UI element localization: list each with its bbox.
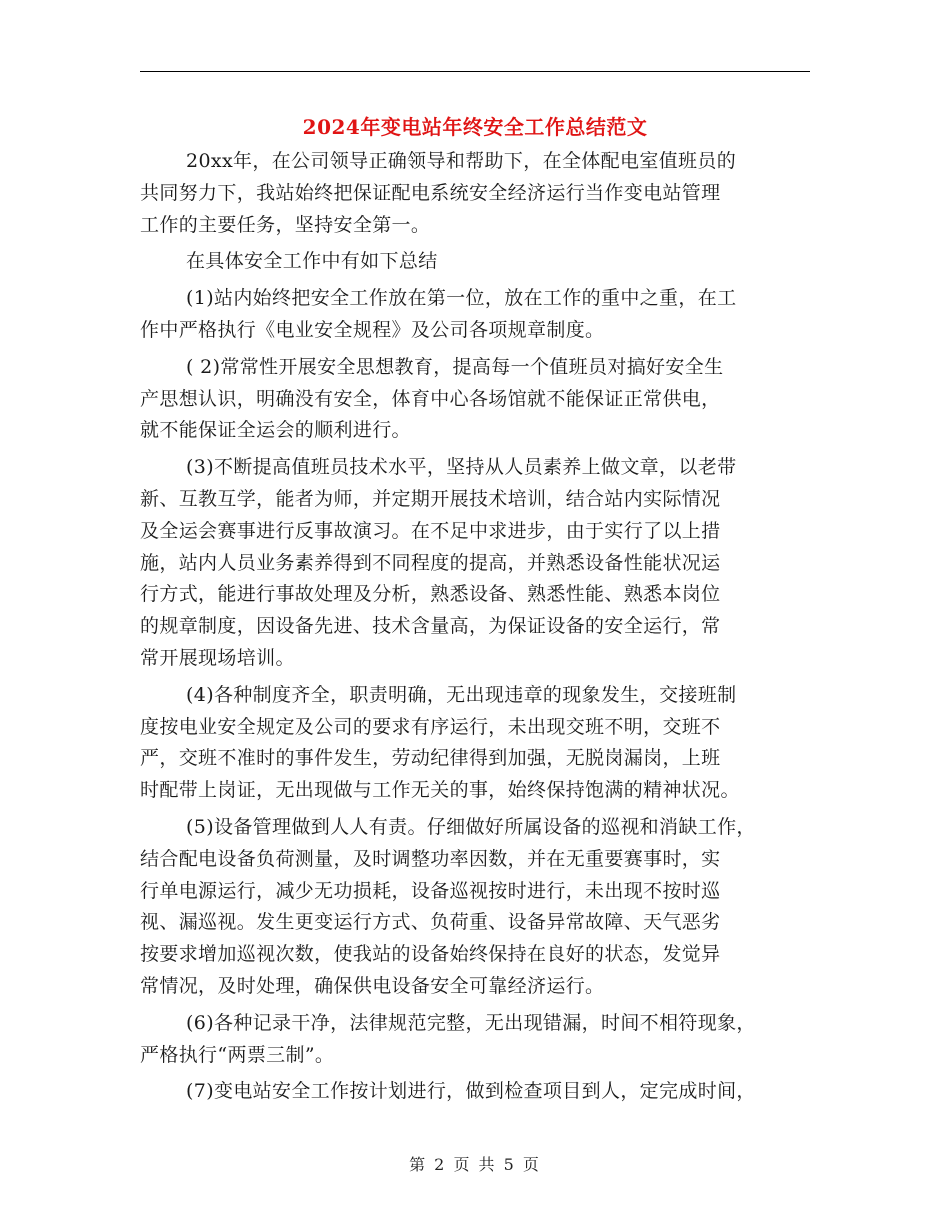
paragraph bbox=[140, 246, 815, 278]
text-line: 严，交班不准时的事件发生，劳动纪律得到加强，无脱岗漏岗，上班 bbox=[140, 747, 721, 770]
header-rule bbox=[140, 71, 810, 72]
text-line: 行单电源运行，减少无功损耗，设备巡视按时进行，未出现不按时巡 bbox=[140, 879, 721, 902]
text-line: 作中严格执行《电业安全规程》及公司各项规章制度。 bbox=[140, 318, 605, 341]
text-line: 20xx年，在公司领导正确领导和帮助下，在全体配电室值班员的 bbox=[186, 150, 737, 172]
text-line: 度按电业安全规定及公司的要求有序运行，未出现交班不明，交班不 bbox=[140, 715, 721, 738]
paragraph bbox=[140, 283, 815, 347]
text-line: (3)不断提高值班员技术水平，坚持从人员素养上做文章，以老带 bbox=[186, 456, 737, 479]
document-title: 2024年变电站年终安全工作总结范文 bbox=[302, 115, 648, 139]
text-line: 产思想认识，明确没有安全，体育中心各场馆就不能保证正常供电， bbox=[140, 387, 721, 410]
document-body bbox=[140, 146, 815, 1113]
text-line: 共同努力下，我站始终把保证配电系统安全经济运行当作变电站管理 bbox=[140, 181, 721, 204]
text-line: 工作的主要任务，坚持安全第一。 bbox=[140, 213, 431, 236]
paragraph bbox=[140, 680, 815, 807]
paragraph bbox=[140, 1008, 815, 1072]
text-line: (4)各种制度齐全，职责明确，无出现违章的现象发生，交接班制 bbox=[186, 683, 737, 706]
text-line: 结合配电设备负荷测量，及时调整功率因数，并在无重要赛事时，实 bbox=[140, 847, 721, 870]
paragraph bbox=[140, 146, 815, 241]
text-line: 时配带上岗证，无出现做与工作无关的事，始终保持饱满的精神状况。 bbox=[140, 779, 740, 802]
text-line: 就不能保证全运会的顺利进行。 bbox=[140, 419, 411, 442]
text-line: (5)设备管理做到人人有责。仔细做好所属设备的巡视和消缺工作， bbox=[186, 815, 756, 838]
text-line: 严格执行“两票三制”。 bbox=[140, 1043, 335, 1066]
text-line: 在具体安全工作中有如下总结 bbox=[186, 250, 438, 273]
text-line: 按要求增加巡视次数，使我站的设备始终保持在良好的状态，发觉异 bbox=[140, 943, 721, 966]
paragraph bbox=[140, 452, 815, 675]
text-line: 行方式，能进行事故处理及分析，熟悉设备、熟悉性能、熟悉本岗位 bbox=[140, 583, 721, 606]
page-number-footer: 第 2 页 共 5 页 bbox=[409, 1155, 541, 1174]
text-line: 常情况，及时处理，确保供电设备安全可靠经济运行。 bbox=[140, 974, 605, 997]
paragraph bbox=[140, 1076, 815, 1108]
text-line: (7)变电站安全工作按计划进行，做到检查项目到人，定完成时间， bbox=[186, 1080, 756, 1103]
text-line: 的规章制度，因设备先进、技术含量高，为保证设备的安全运行，常 bbox=[140, 615, 721, 638]
text-line: (6)各种记录干净，法律规范完整，无出现错漏，时间不相符现象， bbox=[186, 1011, 756, 1034]
paragraph bbox=[140, 352, 815, 447]
text-line: 视、漏巡视。发生更变运行方式、负荷重、设备异常故障、天气恶劣 bbox=[140, 911, 721, 934]
text-line: (1)站内始终把安全工作放在第一位，放在工作的重中之重，在工 bbox=[186, 287, 737, 310]
text-line: ( 2)常常性开展安全思想教育，提高每一个值班员对搞好安全生 bbox=[186, 355, 724, 378]
text-line: 常开展现场培训。 bbox=[140, 646, 295, 669]
text-line: 施，站内人员业务素养得到不同程度的提高，并熟悉设备性能状况运 bbox=[140, 551, 721, 574]
paragraph bbox=[140, 812, 815, 1003]
text-line: 新、互教互学，能者为师，并定期开展技术培训，结合站内实际情况 bbox=[140, 487, 721, 510]
text-line: 及全运会赛事进行反事故演习。在不足中求进步，由于实行了以上措 bbox=[140, 519, 721, 542]
